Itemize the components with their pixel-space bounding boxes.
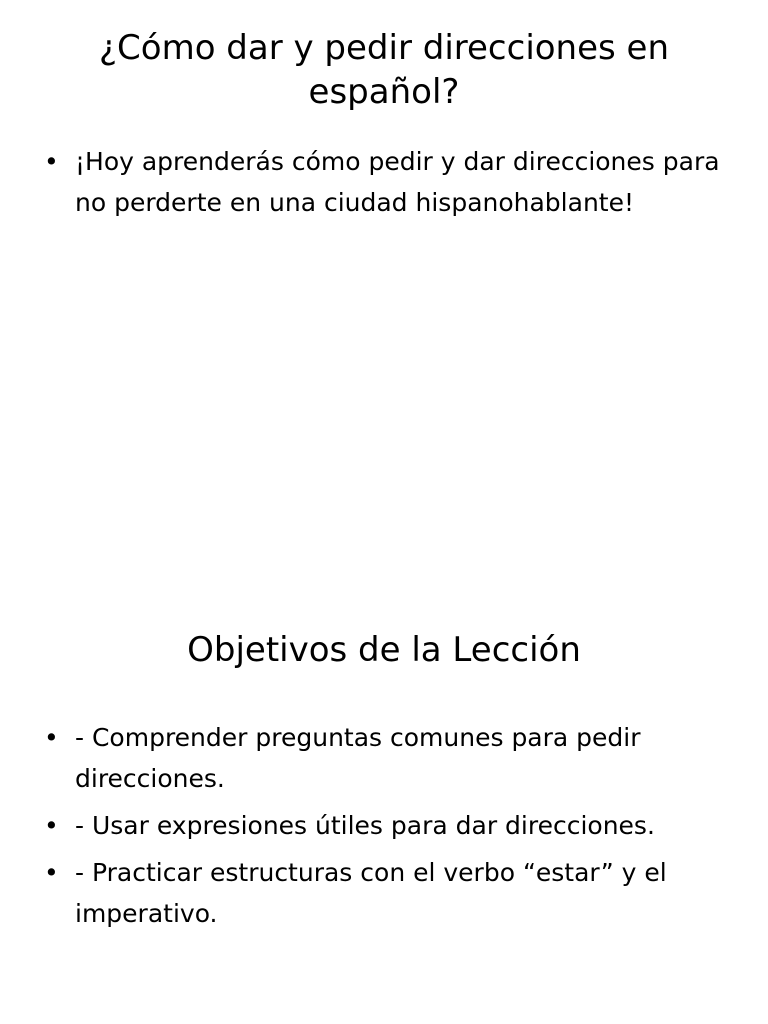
bullet-icon: •: [44, 811, 59, 840]
bullet-icon: •: [44, 723, 59, 752]
slide-1-bullet-list: [38, 141, 730, 229]
slide-2: [0, 512, 768, 1024]
bullet-text: - Comprender preguntas comunes para pedir direcciones.: [75, 723, 641, 793]
bullet-text: ¡Hoy aprenderás cómo pedir y dar direcciones para no perderte en una ciudad hispanohablante!: [75, 147, 720, 217]
bullet-icon: •: [44, 147, 59, 176]
slide-2-bullet-list: [38, 717, 730, 940]
bullet-text: - Usar expresiones útiles para dar direcciones.: [75, 811, 655, 840]
list-item: [38, 717, 730, 799]
list-item: [38, 141, 730, 223]
list-item: [38, 805, 730, 846]
list-item: [38, 852, 730, 934]
bullet-text: - Practicar estructuras con el verbo “estar” y el imperativo.: [75, 858, 667, 928]
bullet-icon: •: [44, 858, 59, 887]
slide-1-title: ¿Cómo dar y pedir direcciones en español?: [98, 28, 670, 112]
slide-2-title: Objetivos de la Lección: [187, 630, 581, 670]
